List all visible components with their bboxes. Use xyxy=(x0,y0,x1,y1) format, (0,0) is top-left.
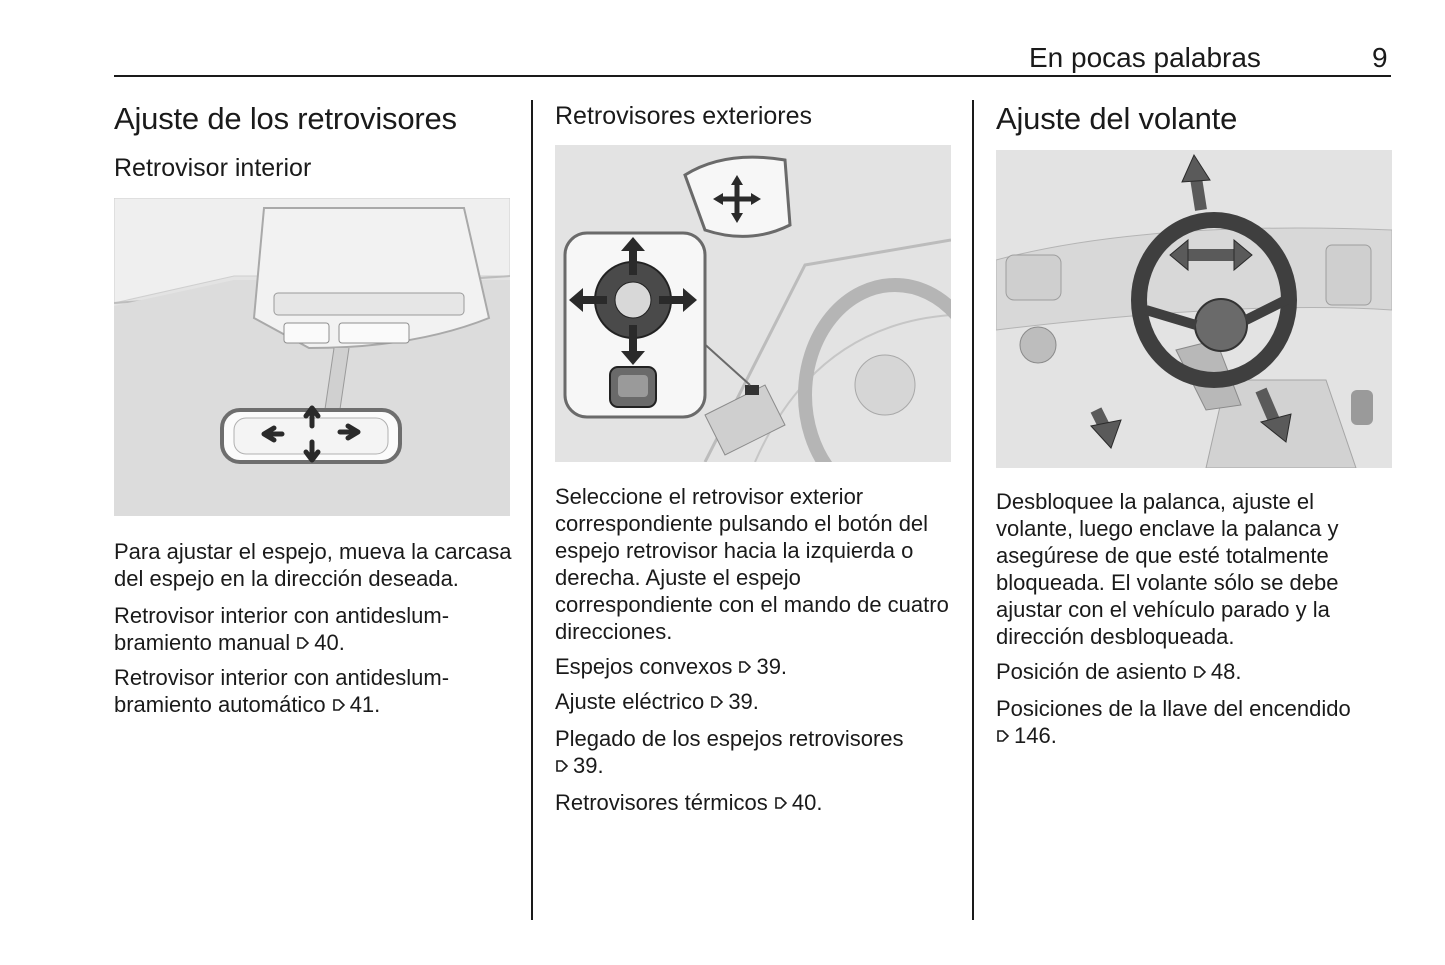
steering-wheel-adjustment-illustration xyxy=(996,150,1392,468)
reference-folding-mirrors[interactable] xyxy=(555,725,955,779)
reference-text: Posiciones de la llave del encendido xyxy=(996,696,1351,721)
column-divider-1 xyxy=(531,100,533,920)
reference-text: Espejos convexos xyxy=(555,654,733,679)
reference-ignition-positions[interactable] xyxy=(996,695,1396,749)
page-reference-arrow-icon xyxy=(332,697,346,713)
column-steering-wheel xyxy=(996,100,1396,749)
section-heading-steering: Ajuste del volante xyxy=(996,101,1238,136)
page-reference-number: 39. xyxy=(728,689,759,714)
page-reference-arrow-icon xyxy=(774,795,788,811)
reference-text-line2: bramiento manual xyxy=(114,630,291,655)
reference-text-line1: Retrovisor interior con antideslum- xyxy=(114,665,450,690)
column-divider-2 xyxy=(972,100,974,920)
reference-seat-position[interactable] xyxy=(996,658,1396,685)
paragraph-interior-mirror: Para ajustar el espejo, mueva la carcasa del espejo en la dirección deseada. xyxy=(114,539,512,591)
page-reference-number: 39. xyxy=(573,753,604,778)
section-heading-mirrors: Ajuste de los retrovisores xyxy=(114,101,457,136)
page-reference-arrow-icon xyxy=(710,694,724,710)
header-rule xyxy=(114,75,1391,77)
page-reference-arrow-icon xyxy=(738,659,752,675)
paragraph-exterior-mirrors: Seleccione el retrovisor exterior correspondiente pulsando el botón del espejo retrovisor hacia la izquierda o derecha. Ajuste el espejo correspondiente con el mando de cuatro direcciones. xyxy=(555,484,949,644)
reference-text: Ajuste eléctrico xyxy=(555,689,705,714)
column-exterior-mirrors xyxy=(555,100,955,816)
page-reference-number: 41. xyxy=(349,692,381,717)
interior-mirror-illustration xyxy=(114,198,510,516)
reference-text-line1: Retrovisor interior con antideslum- xyxy=(114,603,450,628)
reference-heated-mirrors[interactable] xyxy=(555,789,955,816)
subheading-exterior-mirrors: Retrovisores exteriores xyxy=(555,102,813,130)
page-reference-arrow-icon xyxy=(296,635,310,651)
page-reference-number: 40. xyxy=(314,630,345,655)
reference-text: Posición de asiento xyxy=(996,659,1187,684)
column-interior-mirror xyxy=(114,100,514,718)
exterior-mirror-control-illustration xyxy=(555,145,951,462)
reference-convex-mirrors[interactable] xyxy=(555,653,955,680)
reference-text: Retrovisores térmicos xyxy=(555,790,768,815)
reference-electric-adjustment[interactable] xyxy=(555,688,955,715)
subheading-interior-mirror: Retrovisor interior xyxy=(114,154,312,182)
paragraph-steering-wheel: Desbloquee la palanca, ajuste el volante, luego enclave la palanca y asegúrese de que esté totalmente bloqueada. El volante sólo se debe ajustar con el vehículo parado y la dirección desbloqueada. xyxy=(996,489,1339,649)
page-number: 9 xyxy=(1372,42,1388,73)
reference-automatic-antiglare[interactable] xyxy=(114,664,514,718)
page-reference-arrow-icon xyxy=(996,728,1010,744)
reference-manual-antiglare[interactable] xyxy=(114,602,514,656)
page-reference-number: 40. xyxy=(791,790,823,815)
reference-text: Plegado de los espejos retrovisores xyxy=(555,726,904,751)
reference-text-line2: bramiento automático xyxy=(114,692,326,717)
page-reference-arrow-icon xyxy=(1193,664,1207,680)
page-reference-number: 146. xyxy=(1014,723,1057,748)
page-reference-number: 48. xyxy=(1210,659,1242,684)
page-reference-number: 39. xyxy=(756,654,788,679)
page-reference-arrow-icon xyxy=(555,758,569,774)
running-header-title: En pocas palabras xyxy=(1029,42,1261,73)
